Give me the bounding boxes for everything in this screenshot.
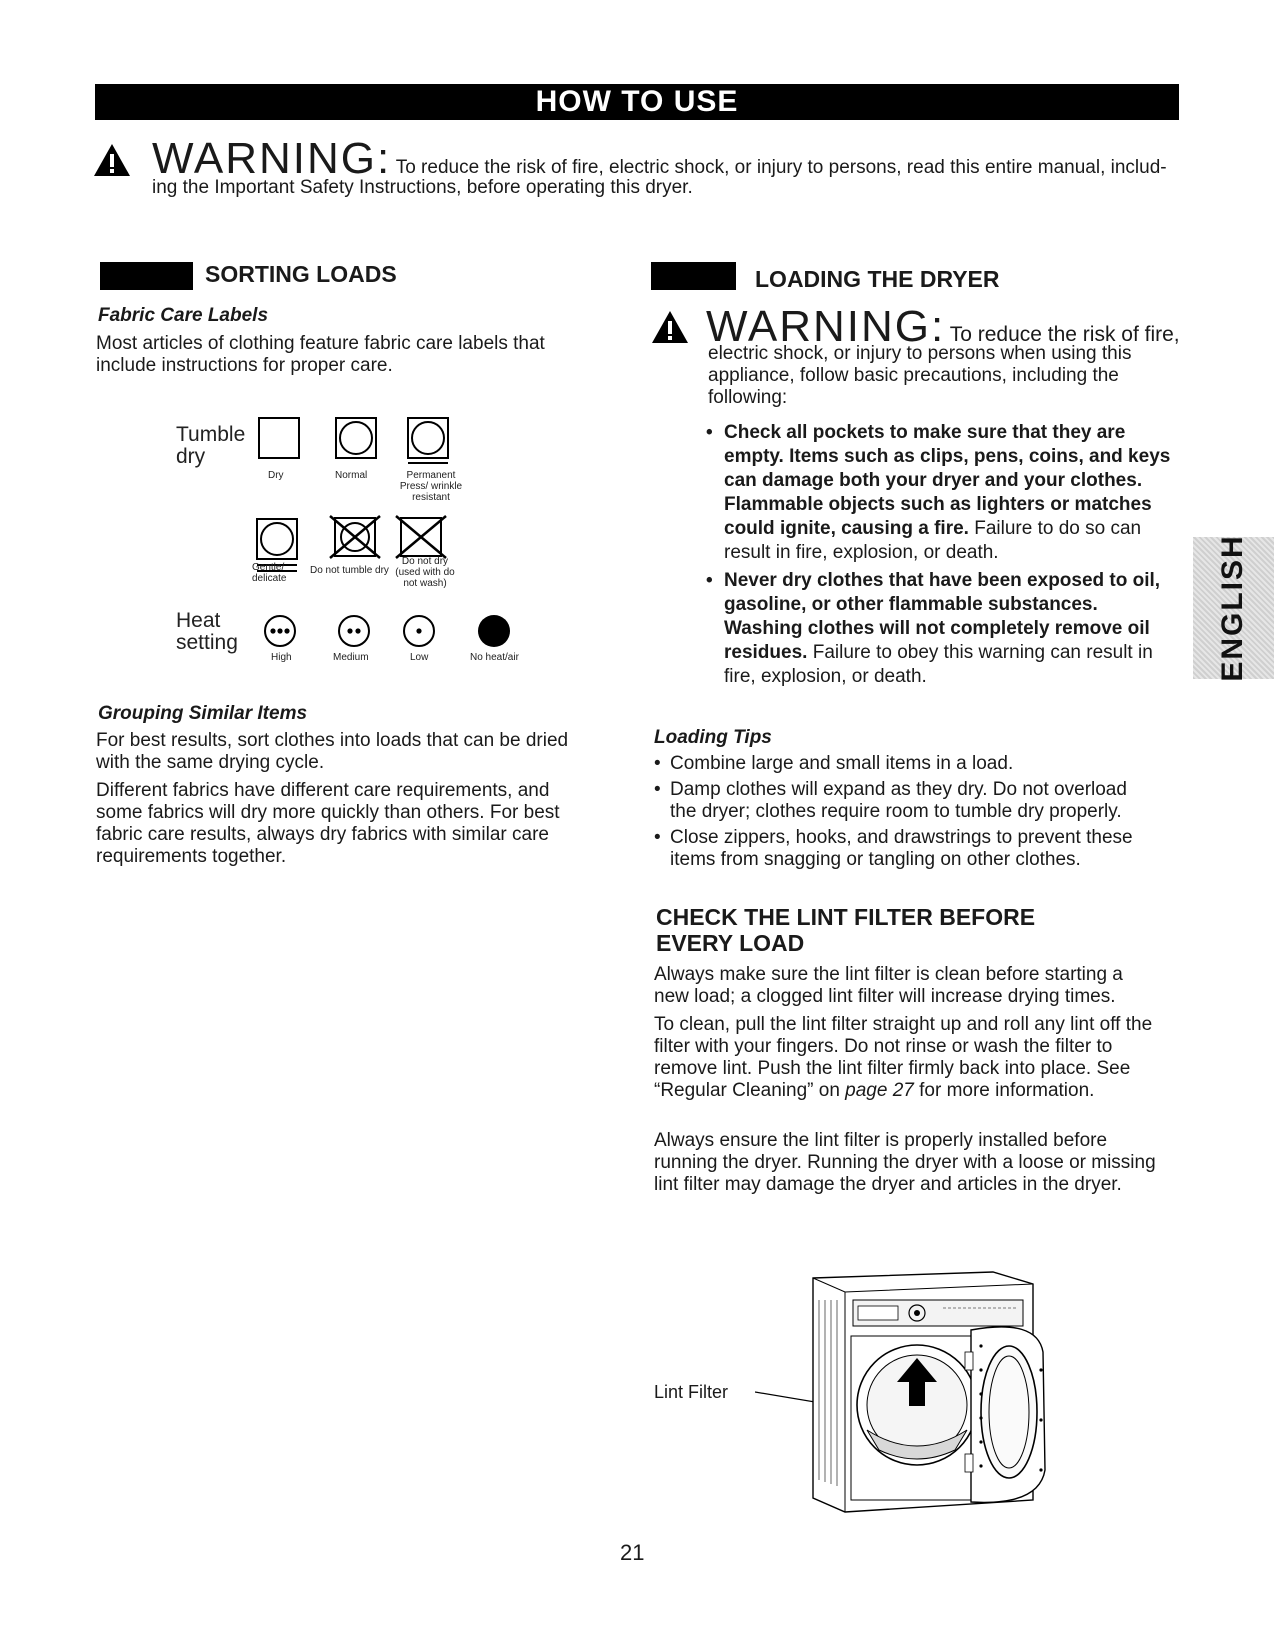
do-not-dry-icon: [394, 514, 450, 560]
section-bar: [100, 262, 193, 290]
do-not-dry-label: Do not dry (used with do not wash): [395, 556, 455, 589]
warning-text: To reduce the risk of fire,: [949, 323, 1180, 346]
heat-high-label: High: [271, 652, 292, 663]
loading-tips-subtitle: Loading Tips: [654, 727, 772, 748]
fabric-care-subtitle: Fabric Care Labels: [98, 305, 269, 326]
normal-label: Normal: [335, 470, 368, 481]
page-banner: HOW TO USE: [95, 84, 1179, 120]
warning-bullet-text: Failure to do so can result in fire, explosion, or death.: [724, 518, 1142, 563]
lint-text-2: [654, 1014, 1159, 1102]
warning-bullet-list: [702, 421, 1180, 693]
lint-text-1: Always make sure the lint filter is clean before starting a new load; a clogged lint filter will increase drying times.: [654, 964, 1123, 1007]
list-item: • Close zippers, hooks, and drawstrings to prevent these items from snagging or tangling on other clothes.: [652, 827, 1152, 871]
heat-setting-label: Heat setting: [176, 609, 238, 654]
grouping-text-1: For best results, sort clothes into loads that can be dried with the same drying cycle.: [96, 730, 569, 773]
warning-triangle-icon: [92, 142, 132, 178]
do-not-tumble-label: Do not tumble dry: [310, 565, 389, 576]
sorting-title: SORTING LOADS: [205, 261, 397, 287]
loading-title: LOADING THE DRYER: [755, 266, 1000, 292]
dryer-illustration: [755, 1270, 1085, 1520]
heat-low-icon: [402, 614, 436, 648]
tumble-dry-permanent-press-icon: [407, 417, 449, 467]
warning-triangle-icon: [650, 309, 690, 345]
grouping-text-2: Different fabrics have different care requirements, and some fabrics will dry more quickly than others. For best fabric care results, always dry fabrics with similar care requirements together.: [96, 780, 560, 867]
warning-word: WARNING:: [706, 302, 946, 351]
warning-bullet: [702, 421, 1180, 565]
lint-text-3: Always ensure the lint filter is properly installed before running the dryer. Running the dryer with a loose or missing lint filter may damage the dryer and articles in the dryer.: [654, 1130, 1156, 1195]
lint-text-2b: for more information.: [913, 1080, 1095, 1101]
warning-bullet-text: Failure to obey this warning can result in fire, explosion, or death.: [724, 642, 1153, 687]
warning-bullet-bold: Never dry clothes that have been exposed to oil, gasoline, or other flammable substances. Washing clothes will not completely remove oil residues.: [724, 570, 1161, 663]
lint-filter-label: Lint Filter: [654, 1382, 729, 1402]
list-item: • Combine large and small items in a load.: [652, 753, 1152, 775]
warning-word: WARNING:: [152, 134, 392, 183]
page-number: 21: [620, 1540, 645, 1565]
tumble-dry-label: Tumble dry: [176, 423, 246, 468]
gentle-label: Gentle/ delicate: [252, 562, 287, 584]
warning-bullet: [702, 569, 1180, 689]
no-heat-label: No heat/air: [470, 652, 519, 663]
tumble-dry-symbol-icon: [258, 417, 300, 461]
permanent-press-label: Permanent Press/ wrinkle resistant: [399, 470, 463, 503]
fabric-care-text: Most articles of clothing feature fabric care labels that include instructions for proper care.: [96, 333, 545, 376]
language-label: ENGLISH: [1216, 534, 1249, 682]
loading-warning-text: electric shock, or injury to persons when using this appliance, follow basic precautions, including the following:: [708, 343, 1132, 408]
warning-text-2: ing the Important Safety Instructions, before operating this dryer.: [152, 177, 693, 198]
lint-title: CHECK THE LINT FILTER BEFORE EVERY LOAD: [656, 904, 1036, 956]
heat-medium-icon: [337, 614, 371, 648]
page-reference: page 27: [845, 1080, 914, 1101]
grouping-subtitle: Grouping Similar Items: [98, 703, 308, 724]
tumble-dry-normal-icon: [335, 417, 377, 461]
heat-high-icon: [263, 614, 297, 648]
warning-bullet-bold: Check all pockets to make sure that they are empty. Items such as clips, pens, coins, and keys can damage both your dryer and your clothes. Flammable objects such as lighters or matches could ignite, causing a fire.: [724, 422, 1171, 539]
heat-medium-label: Medium: [333, 652, 369, 663]
language-side-tab: [1193, 534, 1274, 682]
heat-low-label: Low: [410, 652, 429, 663]
lint-text-2a: To clean, pull the lint filter straight up and roll any lint off the filter with your fingers. Do not rinse or wash the filter to remove lint. Push the lint filter firmly back into place. See “Regular Cleaning” on: [654, 1014, 1153, 1101]
no-heat-icon: [476, 613, 512, 649]
loading-tips-list: [652, 753, 1152, 875]
do-not-tumble-dry-icon: [328, 514, 384, 560]
dry-label: Dry: [268, 470, 284, 481]
section-bar: [651, 262, 736, 290]
list-item: • Damp clothes will expand as they dry. Do not overload the dryer; clothes require room to tumble dry properly.: [652, 779, 1152, 823]
warning-text: To reduce the risk of fire, electric shock, or injury to persons, read this entire manual, includ-: [395, 157, 1167, 178]
